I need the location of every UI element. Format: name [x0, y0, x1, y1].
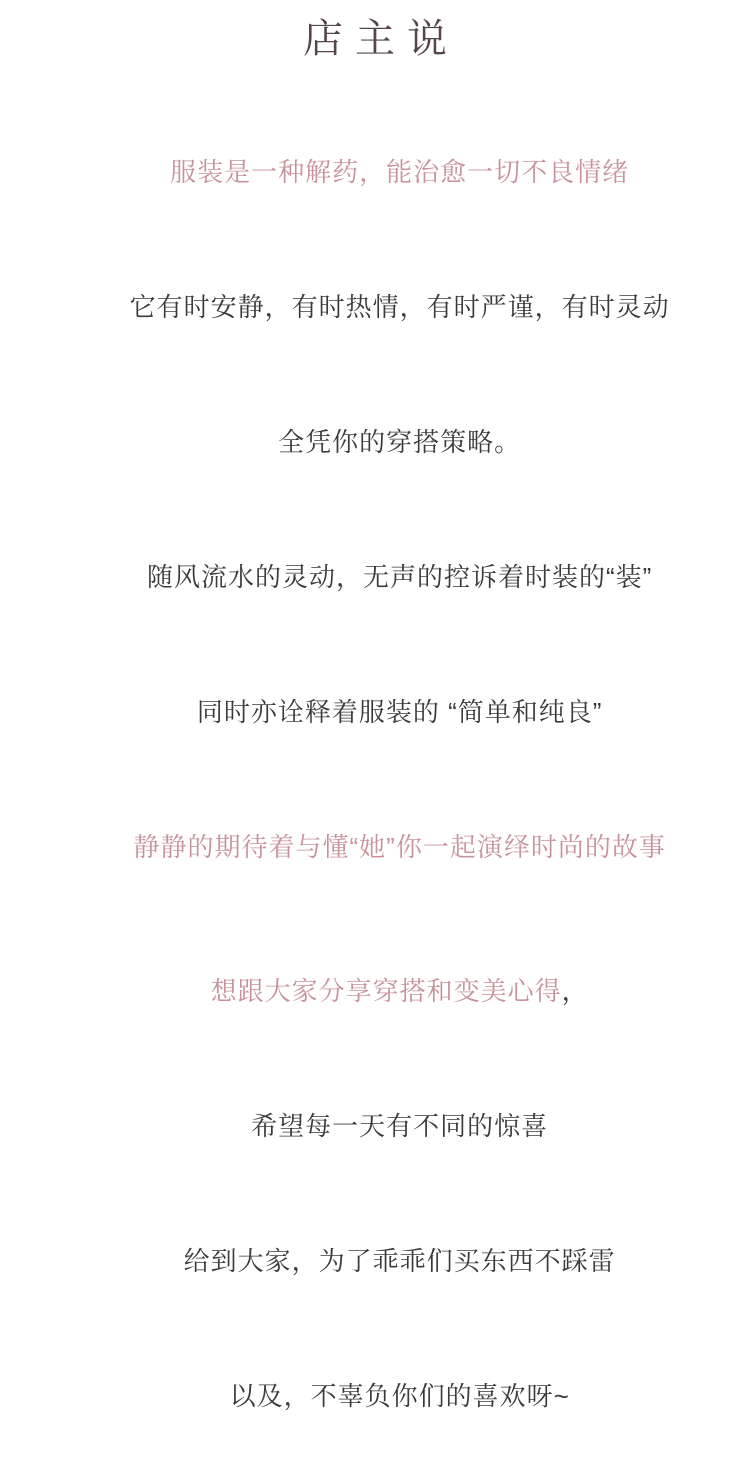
body-line	[0, 924, 750, 1059]
line-text: 静静的期待着与懂“她”你一起演绎时尚的故事	[133, 832, 666, 862]
line-text: 给到大家，为了乖乖们买东西不踩雷	[183, 1246, 616, 1276]
line-text: 以及，不辜负你们的喜欢呀~	[229, 1381, 570, 1411]
line-text: 服装是一种解药，能治愈一切不良情绪	[170, 157, 630, 187]
body-line	[0, 1329, 750, 1464]
body-line	[0, 375, 750, 510]
line-text: 想跟大家分享穿搭和变美心得	[210, 976, 562, 1006]
line-text: 全凭你的穿搭策略。	[278, 427, 522, 457]
line-text: 它有时安静，有时热情，有时严谨，有时灵动	[129, 292, 670, 322]
intro-paragraphs	[0, 105, 750, 1464]
line-text: 随风流水的灵动，无声的控诉着时装的“装”	[147, 562, 653, 592]
body-line	[0, 1059, 750, 1194]
body-line	[0, 240, 750, 375]
line-text: 同时亦诠释着服装的 “简单和纯良”	[196, 697, 603, 727]
body-line	[0, 645, 750, 780]
body-line	[0, 1194, 750, 1329]
body-line	[0, 510, 750, 645]
page-title: 店主说	[303, 17, 459, 61]
line-text: 希望每一天有不同的惊喜	[251, 1111, 549, 1141]
line-suffix-comma: ，	[561, 976, 589, 1006]
body-line	[0, 105, 750, 240]
body-line	[0, 780, 750, 915]
